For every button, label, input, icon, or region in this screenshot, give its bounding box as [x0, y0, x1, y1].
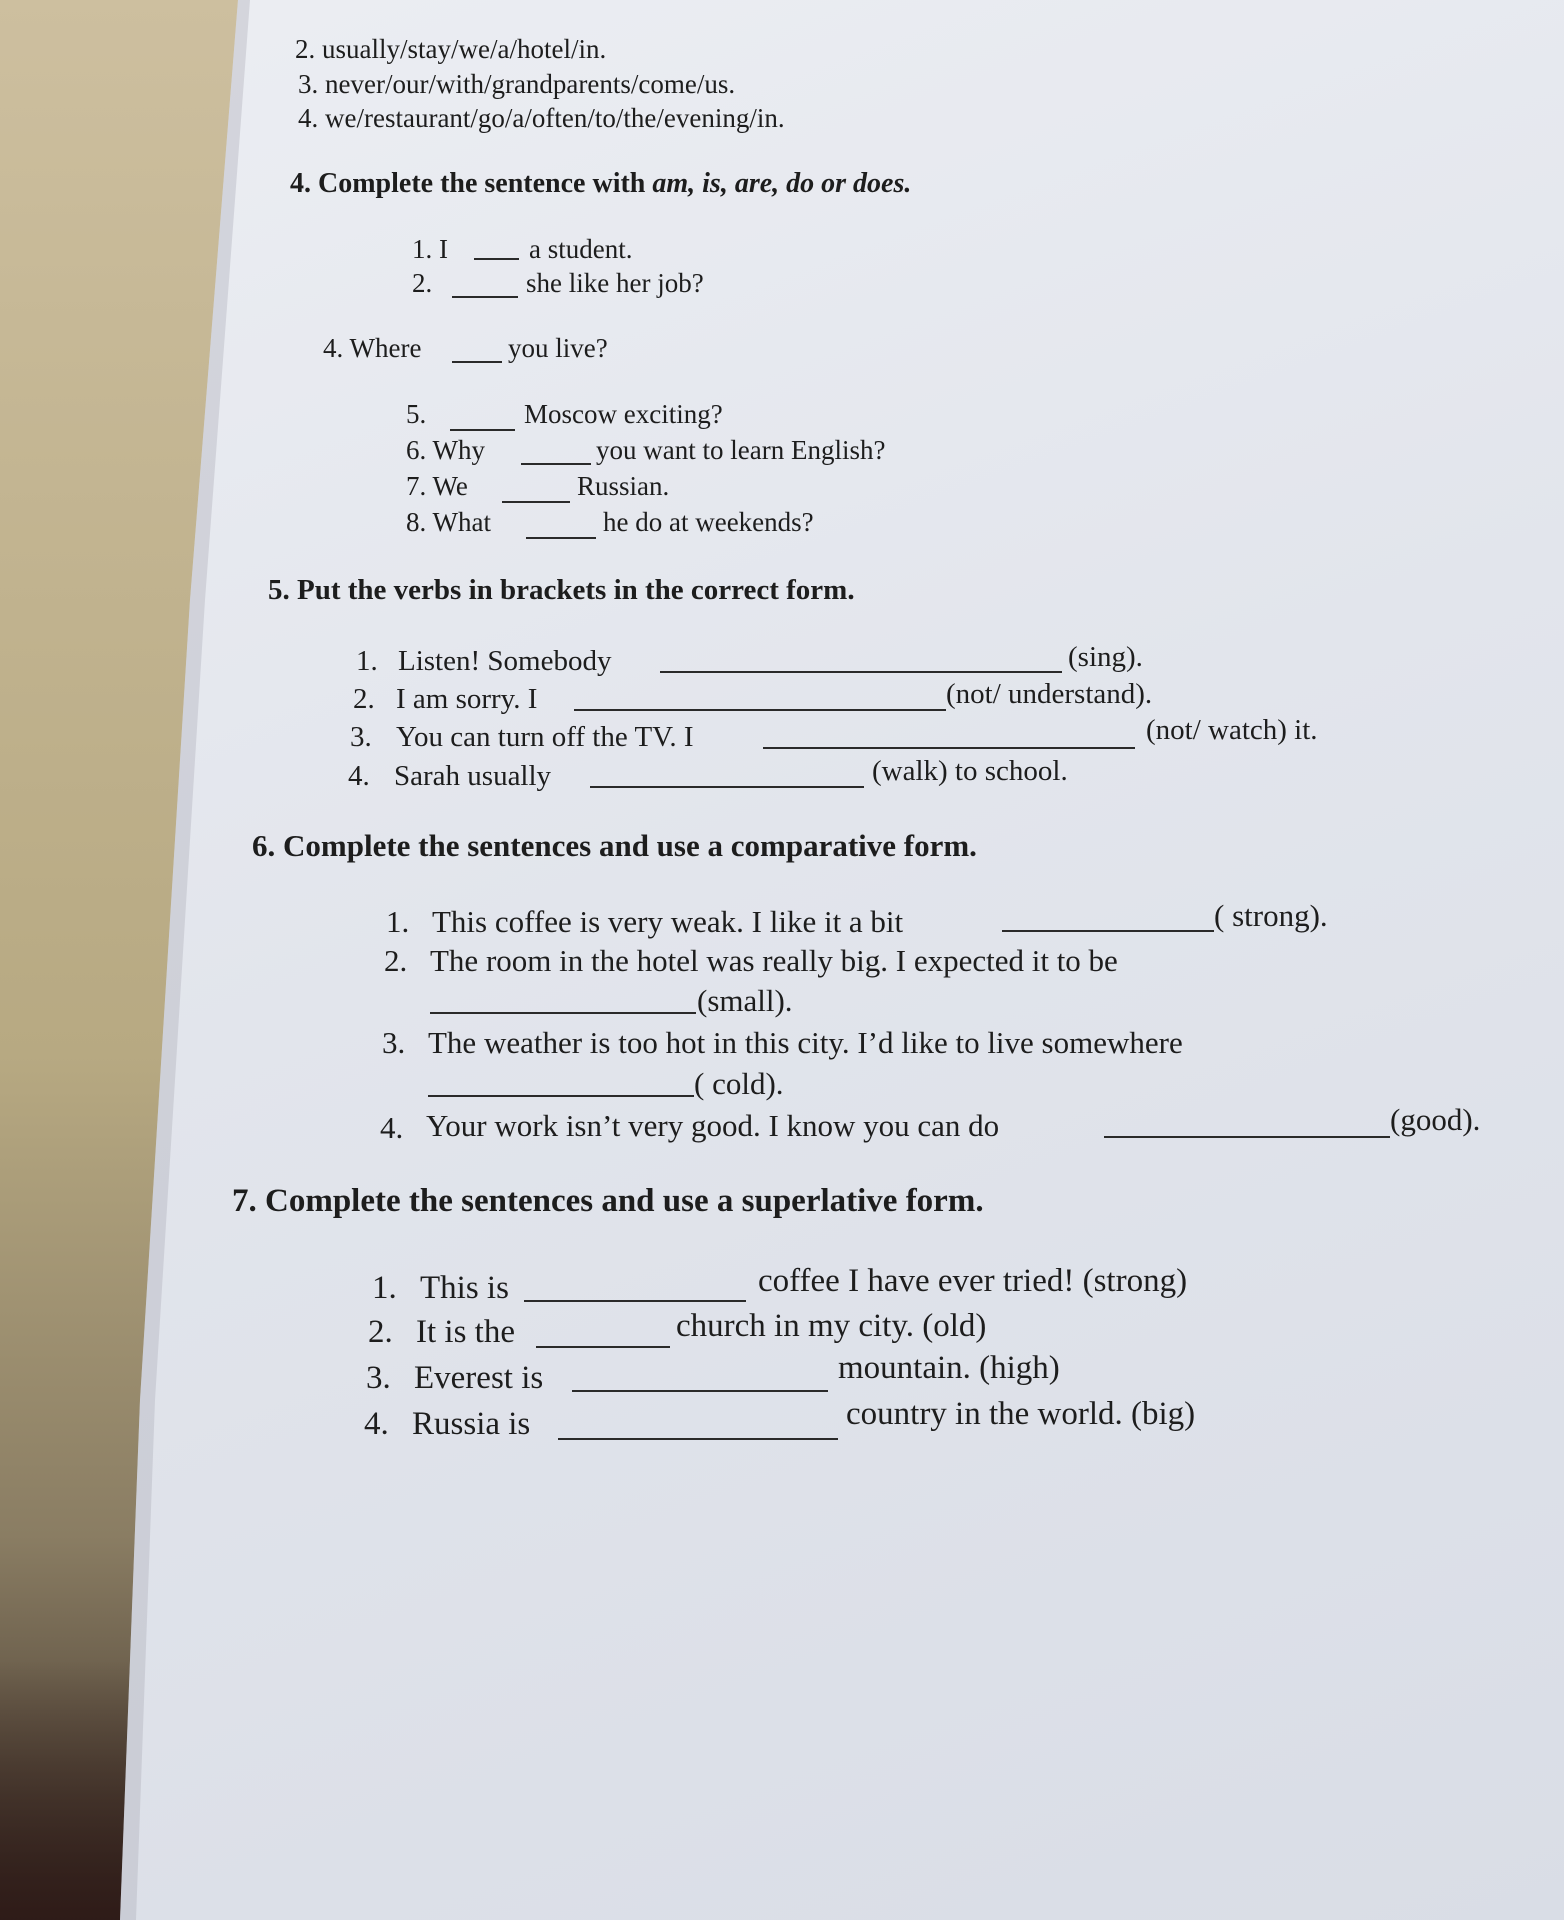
ex5-item-2-num: 2. — [353, 683, 375, 715]
ex7-item-1-text: This is — [420, 1270, 509, 1306]
ex6-item-2-num: 2. — [384, 943, 408, 978]
ex7-item-2-num: 2. — [368, 1314, 393, 1350]
ex7-item-4-hint: country in the world. (big) — [846, 1396, 1196, 1432]
ex4-item-8-num: 8. What — [406, 507, 491, 537]
ex6-item-2-text: The room in the hotel was really big. I expected it to be — [430, 943, 1118, 978]
top-item-3: 3. never/our/with/grandparents/come/us. — [298, 69, 736, 99]
ex6-item-1-num: 1. — [386, 904, 410, 939]
ex6-item-1-hint: ( strong). — [1214, 898, 1328, 933]
ex6-item-3-text: The weather is too hot in this city. I’d like to live somewhere — [428, 1025, 1183, 1060]
ex4-item-6-blank[interactable] — [521, 463, 591, 465]
ex4-item-7-text: Russian. — [577, 471, 670, 501]
ex5-item-4-blank[interactable] — [590, 786, 864, 788]
ex7-item-1-num: 1. — [372, 1270, 397, 1306]
ex5-item-1-text: Listen! Somebody — [398, 645, 612, 677]
ex7-item-2-hint: church in my city. (old) — [676, 1308, 987, 1344]
ex6-item-1-blank[interactable] — [1002, 930, 1214, 932]
ex4-heading-words: am, is, are, do or does. — [652, 168, 912, 199]
ex6-item-3-blank[interactable] — [428, 1095, 694, 1097]
ex4-item-5-num: 5. — [406, 399, 427, 429]
ex6-item-2-blank[interactable] — [430, 1012, 696, 1014]
top-item-4: 4. we/restaurant/go/a/often/to/the/evening/in. — [298, 103, 785, 133]
ex4-item-4-num: 4. Where — [323, 333, 422, 363]
ex4-item-4-text: you live? — [508, 333, 608, 363]
ex6-item-4-hint: (good). — [1390, 1102, 1481, 1137]
ex7-item-3-hint: mountain. (high) — [838, 1350, 1060, 1386]
ex6-item-4-num: 4. — [380, 1110, 404, 1145]
ex4-item-8-blank[interactable] — [526, 537, 596, 539]
ex4-item-1-num: 1. I — [412, 234, 448, 264]
ex4-item-6-text: you want to learn English? — [596, 435, 886, 465]
ex5-item-4-num: 4. — [348, 760, 370, 792]
ex6-heading: 6. Complete the sentences and use a comparative form. — [252, 828, 977, 863]
ex4-heading — [290, 170, 911, 198]
ex4-item-5-blank[interactable] — [450, 429, 515, 431]
ex5-item-1-hint: (sing). — [1068, 641, 1143, 673]
ex6-item-3-num: 3. — [382, 1025, 406, 1060]
ex4-heading-prefix: 4. Complete the sentence with — [290, 168, 653, 199]
ex5-item-4-hint: (walk) to school. — [872, 755, 1068, 787]
ex4-item-1-blank[interactable] — [474, 258, 519, 260]
ex4-item-7-blank[interactable] — [502, 501, 570, 503]
ex5-item-2-blank[interactable] — [574, 709, 946, 711]
ex7-item-4-text: Russia is — [412, 1406, 531, 1442]
ex5-item-1-blank[interactable] — [660, 671, 1062, 673]
ex7-item-2-blank[interactable] — [536, 1346, 670, 1348]
ex7-item-1-hint: coffee I have ever tried! (strong) — [758, 1263, 1188, 1299]
ex5-item-3-blank[interactable] — [763, 747, 1135, 749]
ex6-item-4-text: Your work isn’t very good. I know you can do — [426, 1108, 1000, 1143]
ex5-item-2-text: I am sorry. I — [396, 683, 538, 715]
ex4-item-5-text: Moscow exciting? — [524, 399, 723, 429]
ex5-item-3-hint: (not/ watch) it. — [1146, 714, 1318, 746]
ex4-item-1-text: a student. — [529, 234, 633, 264]
ex5-heading: 5. Put the verbs in brackets in the correct form. — [268, 574, 855, 606]
ex5-item-2-hint: (not/ understand). — [946, 678, 1153, 710]
ex4-item-4-blank[interactable] — [452, 361, 502, 363]
top-item-2: 2. usually/stay/we/a/hotel/in. — [295, 34, 607, 64]
ex5-item-4-text: Sarah usually — [394, 760, 552, 792]
ex7-item-2-text: It is the — [416, 1314, 515, 1350]
ex7-item-1-blank[interactable] — [524, 1300, 746, 1302]
ex6-item-1-text: This coffee is very weak. I like it a bit — [432, 904, 904, 939]
ex7-item-4-blank[interactable] — [558, 1438, 838, 1440]
ex4-item-7-num: 7. We — [406, 471, 468, 501]
ex5-item-3-text: You can turn off the TV. I — [396, 721, 694, 753]
ex7-item-3-num: 3. — [366, 1360, 391, 1396]
ex6-item-4-blank[interactable] — [1104, 1136, 1390, 1138]
ex7-heading: 7. Complete the sentences and use a superlative form. — [232, 1183, 984, 1219]
ex6-item-3-hint: ( cold). — [694, 1066, 784, 1101]
ex7-item-4-num: 4. — [364, 1406, 389, 1442]
ex5-item-3-num: 3. — [350, 721, 372, 753]
ex6-item-2-hint: (small). — [697, 983, 793, 1018]
ex4-item-2-blank[interactable] — [452, 296, 518, 298]
ex4-item-6-num: 6. Why — [406, 435, 485, 465]
ex5-item-1-num: 1. — [356, 645, 378, 677]
ex7-item-3-blank[interactable] — [572, 1390, 828, 1392]
ex4-item-8-text: he do at weekends? — [603, 507, 814, 537]
ex4-item-2-num: 2. — [412, 268, 433, 298]
ex4-item-2-text: she like her job? — [526, 268, 704, 298]
ex7-item-3-text: Everest is — [414, 1360, 544, 1396]
